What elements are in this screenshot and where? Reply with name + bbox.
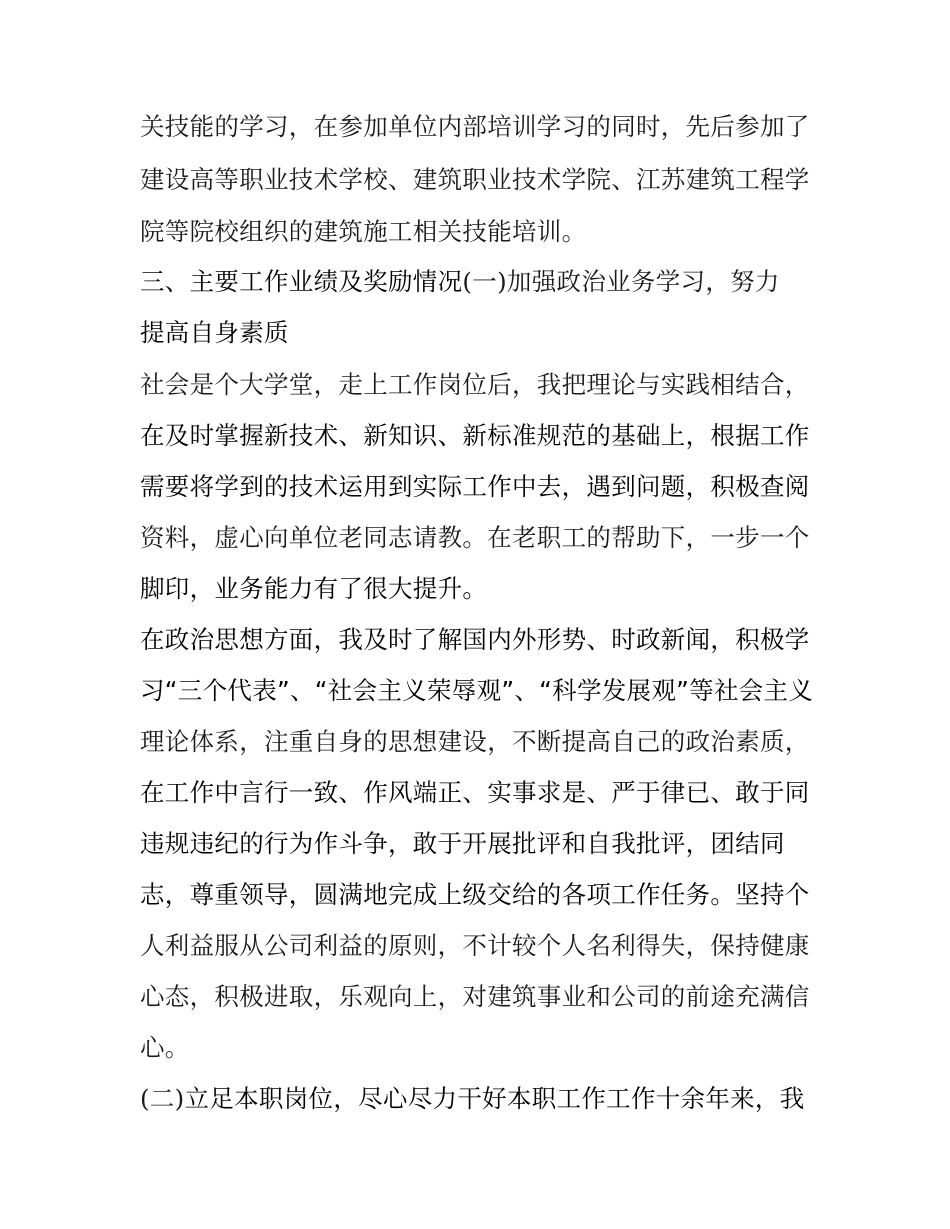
text-line-15: 违规违纪的行为作斗争，敢于开展批评和自我批评，团结同 [140,829,785,858]
text-line-16: 志，尊重领导，圆满地完成上级交给的各项工作任务。坚持个 [140,880,810,909]
text-line-3: 院等院校组织的建筑施工相关技能培训。 [140,217,587,246]
text-line-17: 人利益服从公司利益的原则，不计较个人名利得失，保持健康 [140,931,810,960]
text-line-2: 建设高等职业技术学校、建筑职业技术学院、江苏建筑工程学 [140,165,810,194]
text-line-6: 社会是个大学堂，走上工作岗位后，我把理论与实践相结合， [140,370,810,399]
section-heading-line [140,262,820,302]
text-line-11: 在政治思想方面，我及时了解国内外形势、时政新闻，积极学 [140,625,810,654]
text-line-12: 习“三个代表”、“社会主义荣辱观”、“科学发展观”等社会主义 [140,676,814,705]
text-line-14: 在工作中言行一致、作风端正、实事求是、严于律已、敢于同 [140,778,810,807]
subsection-heading-line [140,1079,820,1119]
text-line-19: 心。 [140,1033,190,1062]
text-line-1: 关技能的学习，在参加单位内部培训学习的同时，先后参加了 [140,112,810,141]
text-line-7: 在及时掌握新技术、新知识、新标准规范的基础上，根据工作 [140,421,810,450]
section-heading: 三、主要工作业绩及奖励情况 [140,267,463,296]
subsection-number: (二) [140,1084,185,1113]
text-line-18: 心态，积极进取，乐观向上，对建筑事业和公司的前途充满信 [140,982,810,1011]
text-line-10: 脚印，业务能力有了很大提升。 [140,574,488,603]
subsection-heading-start: (一)加强政治业务学习，努力 [462,267,780,296]
subsection-heading: 立足本职岗位，尽心尽力干好本职工作工作十余年来，我 [184,1084,805,1113]
text-line-13: 理论体系，注重自身的思想建设，不断提高自己的政治素质， [140,727,810,756]
text-line-9: 资料，虚心向单位老同志请教。在老职工的帮助下，一步一个 [140,523,810,552]
text-line-8: 需要将学到的技术运用到实际工作中去，遇到问题，积极查阅 [140,472,810,501]
text-line-5: 提高自身素质 [140,318,289,347]
